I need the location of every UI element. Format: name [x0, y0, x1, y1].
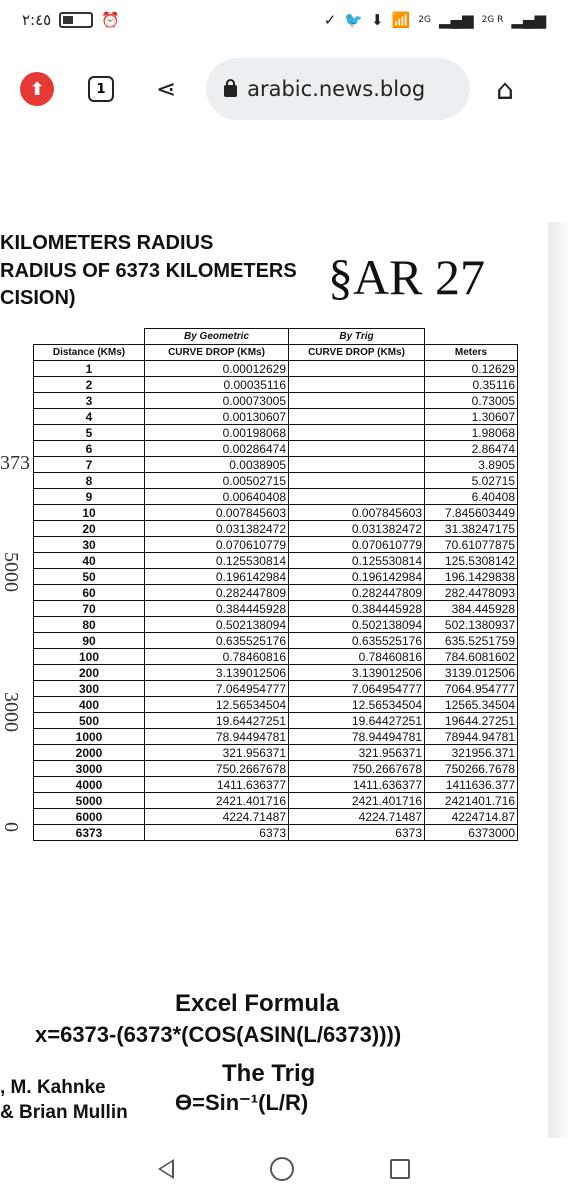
cell-geo-drop: 0.00073005 [145, 393, 289, 409]
cell-distance: 7 [34, 457, 145, 473]
table-body [34, 361, 518, 841]
cell-geo-drop: 0.070610779 [145, 537, 289, 553]
signal-icon-1: ▂▄▆ [438, 11, 474, 29]
cell-meters: 1.98068 [425, 425, 518, 441]
cell-distance: 300 [34, 681, 145, 697]
cell-trig-drop [289, 377, 425, 393]
cell-trig-drop: 0.007845603 [289, 505, 425, 521]
table-row [34, 633, 518, 649]
trig-formula: ϴ=Sin⁻¹(L/R) [175, 1090, 309, 1115]
table-row [34, 601, 518, 617]
cell-distance: 10 [34, 505, 145, 521]
cell-trig-drop: 0.502138094 [289, 617, 425, 633]
cell-trig-drop: 7.064954777 [289, 681, 425, 697]
cell-distance: 4000 [34, 777, 145, 793]
cell-distance: 2000 [34, 745, 145, 761]
excel-formula: x=6373-(6373*(COS(ASIN(L/6373)))) [35, 1022, 402, 1047]
cell-distance: 100 [34, 649, 145, 665]
home-circle-icon[interactable] [270, 1157, 294, 1181]
cell-geo-drop: 0.00286474 [145, 441, 289, 457]
table-row [34, 729, 518, 745]
cell-distance: 6 [34, 441, 145, 457]
download-icon: ⬇ [370, 11, 384, 29]
cell-geo-drop: 0.502138094 [145, 617, 289, 633]
cell-geo-drop: 0.00198068 [145, 425, 289, 441]
cell-trig-drop [289, 441, 425, 457]
side-number-373: 373 [0, 452, 30, 474]
cell-geo-drop: 0.384445928 [145, 601, 289, 617]
cell-geo-drop: 12.56534504 [145, 697, 289, 713]
cell-meters: 1.30607 [425, 409, 518, 425]
col-top-empty [425, 329, 518, 345]
cell-trig-drop [289, 361, 425, 377]
battery-icon [59, 12, 93, 28]
page-shadow [546, 222, 568, 1138]
cell-trig-drop: 78.94494781 [289, 729, 425, 745]
header-line-2: RADIUS OF 6373 KILOMETERS [0, 260, 297, 282]
col-top-trig: By Trig [289, 329, 425, 345]
cell-distance: 60 [34, 585, 145, 601]
cell-distance: 40 [34, 553, 145, 569]
cell-meters: 125.5308142 [425, 553, 518, 569]
cell-trig-drop: 0.635525176 [289, 633, 425, 649]
col-top-geo: By Geometric [145, 329, 289, 345]
cell-distance: 1000 [34, 729, 145, 745]
cell-geo-drop: 0.00130607 [145, 409, 289, 425]
cell-distance: 70 [34, 601, 145, 617]
table-row [34, 825, 518, 841]
cell-meters: 0.73005 [425, 393, 518, 409]
browser-toolbar [0, 50, 568, 128]
cell-distance: 200 [34, 665, 145, 681]
cell-meters: 750266.7678 [425, 761, 518, 777]
cell-geo-drop: 0.0038905 [145, 457, 289, 473]
status-time: ٢:٤٥ [22, 11, 52, 29]
table-row [34, 489, 518, 505]
url-text: arabic.news.blog [247, 77, 426, 101]
cell-geo-drop: 19.64427251 [145, 713, 289, 729]
table-row [34, 681, 518, 697]
cell-distance: 500 [34, 713, 145, 729]
cell-geo-drop: 0.007845603 [145, 505, 289, 521]
cell-trig-drop [289, 425, 425, 441]
cell-meters: 0.35116 [425, 377, 518, 393]
table-row [34, 425, 518, 441]
home-button[interactable] [496, 73, 514, 106]
side-number-0: 0 [0, 822, 22, 832]
cell-meters: 78944.94781 [425, 729, 518, 745]
upload-button[interactable] [20, 72, 54, 106]
cell-meters: 6.40408 [425, 489, 518, 505]
cell-distance: 20 [34, 521, 145, 537]
cell-trig-drop: 19.64427251 [289, 713, 425, 729]
cell-meters: 2.86474 [425, 441, 518, 457]
cell-meters: 7.845603449 [425, 505, 518, 521]
header-line-1: KILOMETERS RADIUS [0, 232, 214, 254]
cell-distance: 6000 [34, 809, 145, 825]
curve-drop-table [33, 328, 518, 841]
author-line-2: & Brian Mullin [0, 1102, 128, 1123]
cell-trig-drop: 0.031382472 [289, 521, 425, 537]
side-number-3000: 3000 [0, 692, 22, 732]
table-row [34, 809, 518, 825]
cell-geo-drop: 78.94494781 [145, 729, 289, 745]
cell-trig-drop: 0.384445928 [289, 601, 425, 617]
header-distance: Distance (KMs) [34, 345, 145, 361]
tabs-button[interactable] [88, 76, 114, 102]
cell-trig-drop [289, 409, 425, 425]
web-content[interactable] [0, 130, 568, 1138]
header-geo-drop: CURVE DROP (KMs) [145, 345, 289, 361]
network-label-2: 2G R [481, 15, 504, 25]
cell-geo-drop: 0.125530814 [145, 553, 289, 569]
wifi-icon: 📶 [391, 11, 411, 29]
cell-meters: 0.12629 [425, 361, 518, 377]
url-bar[interactable] [206, 58, 470, 120]
status-bar [0, 0, 568, 40]
table-row [34, 505, 518, 521]
table-row [34, 521, 518, 537]
status-right [324, 11, 546, 29]
share-button[interactable] [156, 75, 176, 103]
table-row [34, 665, 518, 681]
status-left [22, 11, 120, 29]
back-icon[interactable] [158, 1159, 174, 1179]
side-number-5000: 5000 [0, 552, 22, 592]
cell-geo-drop: 0.78460816 [145, 649, 289, 665]
cell-trig-drop: 1411.636377 [289, 777, 425, 793]
cell-meters: 384.445928 [425, 601, 518, 617]
cell-distance: 8 [34, 473, 145, 489]
cell-geo-drop: 321.956371 [145, 745, 289, 761]
cell-distance: 80 [34, 617, 145, 633]
download-done-icon: ✓ [323, 11, 337, 29]
cell-trig-drop: 0.125530814 [289, 553, 425, 569]
cell-trig-drop: 3.139012506 [289, 665, 425, 681]
cell-geo-drop: 0.00502715 [145, 473, 289, 489]
cell-distance: 6373 [34, 825, 145, 841]
cell-trig-drop [289, 457, 425, 473]
cell-trig-drop [289, 489, 425, 505]
cell-geo-drop: 4224.71487 [145, 809, 289, 825]
cell-meters: 70.61077875 [425, 537, 518, 553]
cell-trig-drop: 4224.71487 [289, 809, 425, 825]
cell-geo-drop: 0.00035116 [145, 377, 289, 393]
tab-count: 1 [96, 81, 106, 97]
table-row [34, 409, 518, 425]
table-row [34, 585, 518, 601]
cell-meters: 12565.34504 [425, 697, 518, 713]
cell-meters: 19644.27251 [425, 713, 518, 729]
cell-meters: 1411636.377 [425, 777, 518, 793]
cell-meters: 2421401.716 [425, 793, 518, 809]
cell-geo-drop: 2421.401716 [145, 793, 289, 809]
header-trig-drop: CURVE DROP (KMs) [289, 345, 425, 361]
cell-distance: 2 [34, 377, 145, 393]
arrow-up-icon: ⬆ [29, 78, 45, 100]
table-row [34, 361, 518, 377]
table-row [34, 745, 518, 761]
cell-meters: 6373000 [425, 825, 518, 841]
table-row [34, 553, 518, 569]
cell-distance: 5 [34, 425, 145, 441]
cell-trig-drop: 0.78460816 [289, 649, 425, 665]
signal-icon-2: ▂▄▆ [511, 11, 546, 29]
cell-trig-drop [289, 473, 425, 489]
table-row [34, 457, 518, 473]
cell-meters: 784.6081602 [425, 649, 518, 665]
excel-formula-title: Excel Formula [175, 990, 340, 1017]
cell-geo-drop: 1411.636377 [145, 777, 289, 793]
cell-trig-drop: 6373 [289, 825, 425, 841]
cell-meters: 321956.371 [425, 745, 518, 761]
cell-distance: 50 [34, 569, 145, 585]
author-line-1: , M. Kahnke [0, 1077, 106, 1098]
cell-meters: 3139.012506 [425, 665, 518, 681]
cell-geo-drop: 750.2667678 [145, 761, 289, 777]
cell-trig-drop: 0.282447809 [289, 585, 425, 601]
col-empty [34, 329, 145, 345]
cell-distance: 5000 [34, 793, 145, 809]
recents-icon[interactable] [390, 1159, 410, 1179]
cell-geo-drop: 0.282447809 [145, 585, 289, 601]
cell-trig-drop: 750.2667678 [289, 761, 425, 777]
cell-trig-drop: 0.070610779 [289, 537, 425, 553]
section-mark: §AR 27 [328, 249, 485, 305]
trig-title: The Trig [222, 1060, 316, 1087]
cell-meters: 7064.954777 [425, 681, 518, 697]
table-row [34, 777, 518, 793]
cell-distance: 30 [34, 537, 145, 553]
cell-geo-drop: 0.00640408 [145, 489, 289, 505]
table-row [34, 761, 518, 777]
cell-meters: 5.02715 [425, 473, 518, 489]
lock-icon [224, 85, 237, 97]
cell-distance: 9 [34, 489, 145, 505]
table-row [34, 569, 518, 585]
table-row [34, 537, 518, 553]
cell-trig-drop: 321.956371 [289, 745, 425, 761]
cell-meters: 3.8905 [425, 457, 518, 473]
twitter-icon: 🐦 [344, 11, 363, 29]
table-row [34, 697, 518, 713]
table-row [34, 713, 518, 729]
cell-meters: 196.1429838 [425, 569, 518, 585]
cell-distance: 3 [34, 393, 145, 409]
table-row [34, 393, 518, 409]
cell-geo-drop: 6373 [145, 825, 289, 841]
cell-distance: 400 [34, 697, 145, 713]
home-icon: ⌂ [496, 72, 514, 106]
system-nav-bar [0, 1138, 568, 1200]
cell-meters: 4224714.87 [425, 809, 518, 825]
header-line-3: CISION) [0, 287, 76, 309]
cell-trig-drop [289, 393, 425, 409]
document-image [0, 222, 548, 1138]
cell-meters: 282.4478093 [425, 585, 518, 601]
cell-meters: 31.38247175 [425, 521, 518, 537]
cell-trig-drop: 0.196142984 [289, 569, 425, 585]
table-row [34, 377, 518, 393]
share-icon: ⋖ [156, 75, 177, 103]
cell-meters: 502.1380937 [425, 617, 518, 633]
network-label-1: 2G [418, 15, 431, 25]
table-subheader-row [34, 329, 518, 345]
cell-geo-drop: 0.196142984 [145, 569, 289, 585]
header-meters: Meters [425, 345, 518, 361]
table-row [34, 793, 518, 809]
cell-distance: 4 [34, 409, 145, 425]
table-row [34, 441, 518, 457]
table-row [34, 649, 518, 665]
table-row [34, 473, 518, 489]
cell-meters: 635.5251759 [425, 633, 518, 649]
cell-distance: 1 [34, 361, 145, 377]
alarm-icon: ⏰ [101, 11, 120, 29]
cell-geo-drop: 0.031382472 [145, 521, 289, 537]
cell-distance: 90 [34, 633, 145, 649]
cell-geo-drop: 0.635525176 [145, 633, 289, 649]
cell-geo-drop: 3.139012506 [145, 665, 289, 681]
cell-trig-drop: 2421.401716 [289, 793, 425, 809]
table-row [34, 617, 518, 633]
cell-geo-drop: 7.064954777 [145, 681, 289, 697]
table-header-row [34, 345, 518, 361]
cell-trig-drop: 12.56534504 [289, 697, 425, 713]
cell-geo-drop: 0.00012629 [145, 361, 289, 377]
cell-distance: 3000 [34, 761, 145, 777]
